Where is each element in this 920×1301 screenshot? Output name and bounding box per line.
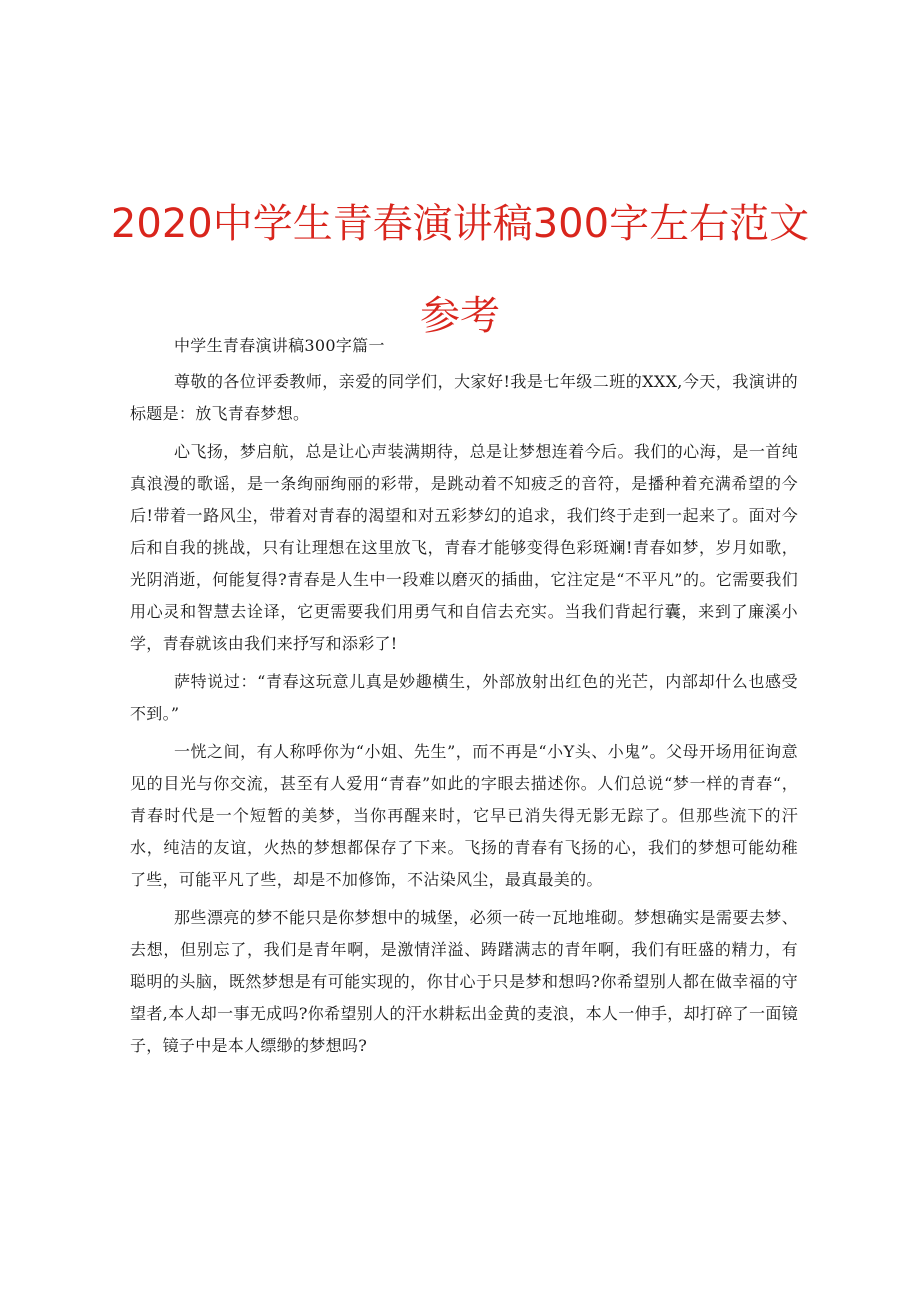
document-body bbox=[130, 330, 798, 1068]
paragraph: 尊敬的各位评委教师，亲爱的同学们，大家好!我是七年级二班的XXX,今天，我演讲的标题是：放飞青春梦想。 bbox=[130, 372, 798, 423]
section-heading: 中学生青春演讲稿300字篇一 bbox=[174, 336, 385, 355]
paragraph: 那些漂亮的梦不能只是你梦想中的城堡，必须一砖一瓦地堆砌。梦想确实是需要去梦、去想，但别忘了，我们是青年啊，是激情洋溢、踌躇满志的青年啊，我们有旺盛的精力，有聪明的头脑，既然梦想是有可能实现的，你甘心于只是梦和想吗?你希望别人都在做幸福的守望者,本人却一事无成吗?你希望别人的汗水耕耘出金黄的麦浪，本人一伸手，却打碎了一面镜子，镜子中是本人缥缈的梦想吗? bbox=[130, 908, 798, 1055]
paragraph: 心飞扬，梦启航，总是让心声装满期待，总是让梦想连着今后。我们的心海，是一首纯真浪漫的歌谣，是一条绚丽绚丽的彩带，是跳动着不知疲乏的音符，是播种着充满希望的今后!带着一路风尘，带着对青春的渴望和对五彩梦幻的追求，我们终于走到一起来了。面对今后和自我的挑战，只有让理想在这里放飞，青春才能够变得色彩斑斓!青春如梦，岁月如歌，光阴消逝，何能复得?青春是人生中一段难以磨灭的插曲，它注定是“不平凡”的。它需要我们用心灵和智慧去诠译，它更需要我们用勇气和自信去充实。当我们背起行囊，来到了廉溪小学，青春就该由我们来抒写和添彩了! bbox=[130, 442, 798, 653]
document-title: 2020中学生青春演讲稿300字左右范文参考 bbox=[110, 201, 810, 339]
paragraph: 萨特说过：“青春这玩意儿真是妙趣横生，外部放射出红色的光芒，内部却什么也感受不到。” bbox=[130, 672, 798, 723]
paragraph: 一恍之间，有人称呼你为“小姐、先生”，而不再是“小Y头、小鬼”。父母开场用征询意见的目光与你交流，甚至有人爱用“青春”如此的字眼去描述你。人们总说“梦一样的青春“，青春时代是一个短暂的美梦，当你再醒来时，它早已消失得无影无踪了。但那些流下的汗水，纯洁的友谊，火热的梦想都保存了下来。飞扬的青春有飞扬的心，我们的梦想可能幼稚了些，可能平凡了些，却是不加修饰，不沾染风尘，最真最美的。 bbox=[130, 742, 798, 889]
